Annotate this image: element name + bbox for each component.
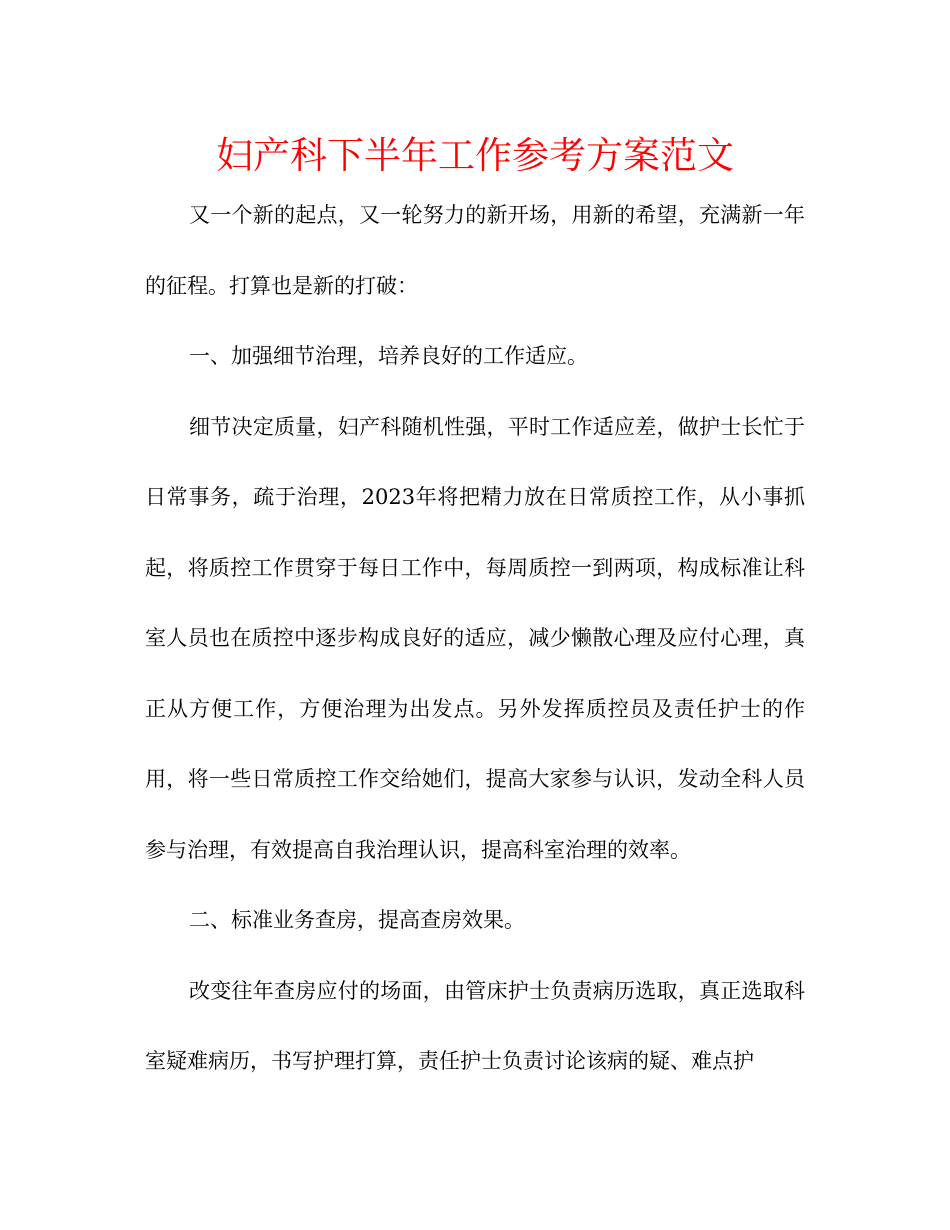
paragraph-section-1: 细节决定质量，妇产科随机性强，平时工作适应差，做护士长忙于日常事务，疏于治理，2023年将把精力放在日常质控工作，从小事抓起，将质控工作贯穿于每日工作中，每周质控一到两项，构成标准让科室人员也在质控中逐步构成良好的适应，减少懒散心理及应付心理，真正从方便工作，方便治理为出发点。另外发挥质控员及责任护士的作用，将一些日常质控工作交给她们，提高大家参与认识，发动全科人员参与治理，有效提高自我治理认识，提高科室治理的效率。 [145,414,805,862]
section-heading-2: 二、标准业务查房，提高查房效果。 [189,908,525,932]
document-body [145,180,805,1097]
paragraph-section-2: 改变往年查房应付的场面，由管床护士负责病历选取，真正选取科室疑难病历，书写护理打算，责任护士负责讨论该病的疑、难点护 [145,978,805,1073]
page-title: 妇产科下半年工作参考方案范文 [216,134,734,177]
paragraph-intro: 又一个新的起点，又一轮努力的新开场，用新的希望，充满新一年的征程。打算也是新的打破： [145,203,805,298]
section-heading-1: 一、加强细节治理，培养良好的工作适应。 [189,344,588,368]
